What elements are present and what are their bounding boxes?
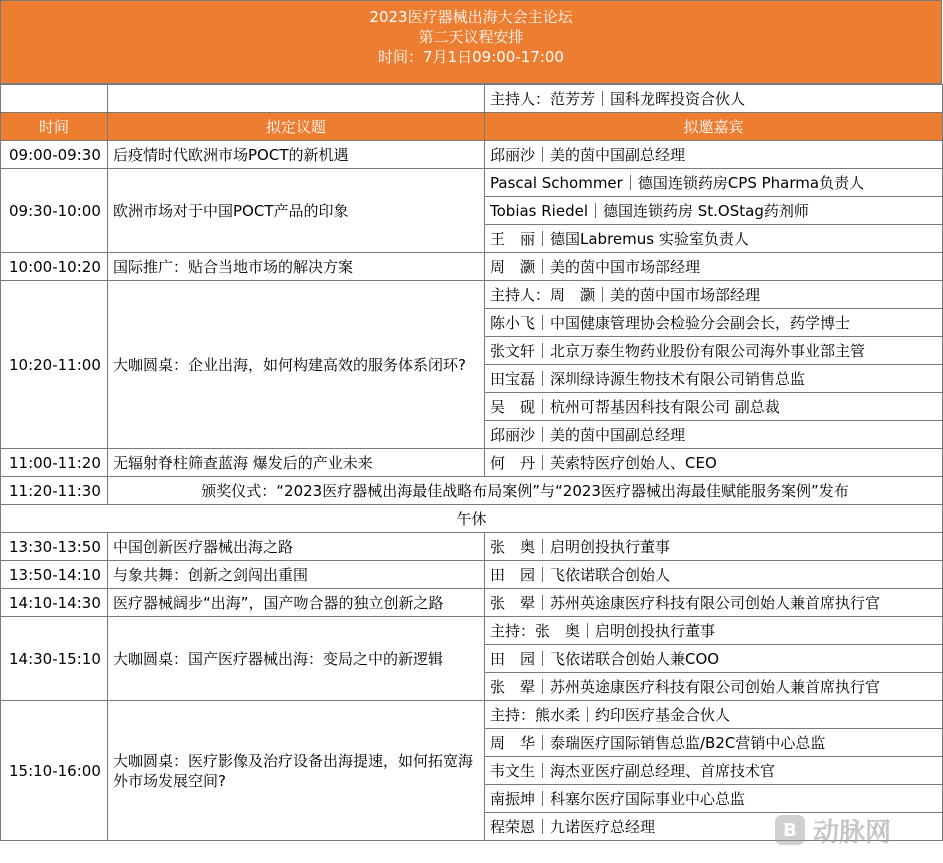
- guest-entry: 周 华｜泰瑞医疗国际销售总监/B2C营销中心总监: [485, 729, 943, 757]
- session-time: 15:10-16:00: [1, 701, 108, 841]
- col-header-time: 时间: [1, 113, 108, 141]
- guest-entry: 吴 砚｜杭州可帮基因科技有限公司 副总裁: [485, 393, 943, 421]
- guest-entry: 韦文生｜海杰亚医疗副总经理、首席技术官: [485, 757, 943, 785]
- award-ceremony: 颁奖仪式：“2023医疗器械出海最佳战略布局案例”与“2023医疗器械出海最佳赋能服务案例”发布: [108, 477, 943, 505]
- session-topic: 中国创新医疗器械出海之路: [108, 533, 485, 561]
- session-row: [1, 449, 943, 477]
- session-row: [1, 701, 943, 729]
- session-topic: 大咖圆桌：医疗影像及治疗设备出海提速，如何拓宽海外市场发展空间?: [108, 701, 485, 841]
- session-topic: 无辐射脊柱筛查蓝海 爆发后的产业未来: [108, 449, 485, 477]
- session-time: 11:00-11:20: [1, 449, 108, 477]
- session-row: [1, 533, 943, 561]
- col-header-topic: 拟定议题: [108, 113, 485, 141]
- table-header-row: [1, 113, 943, 141]
- session-row: [1, 617, 943, 645]
- session-topic: 大咖圆桌：国产医疗器械出海：变局之中的新逻辑: [108, 617, 485, 701]
- session-time: 13:50-14:10: [1, 561, 108, 589]
- lunch-break: 午休: [1, 505, 943, 533]
- guest-entry: Tobias Riedel｜德国连锁药房 St.OStag药剂师: [485, 197, 943, 225]
- session-time: 10:20-11:00: [1, 281, 108, 449]
- forum-moderator: 主持人：范芳芳｜国科龙晖投资合伙人: [485, 85, 943, 113]
- session-row: [1, 561, 943, 589]
- moderator-row: [1, 85, 943, 113]
- session-topic: 大咖圆桌：企业出海，如何构建高效的服务体系闭环?: [108, 281, 485, 449]
- session-time: 10:00-10:20: [1, 253, 108, 281]
- guest-entry: 张 翚｜苏州英途康医疗科技有限公司创始人兼首席执行官: [485, 589, 943, 617]
- guest-entry: 张 翚｜苏州英途康医疗科技有限公司创始人兼首席执行官: [485, 673, 943, 701]
- col-header-guest: 拟邀嘉宾: [485, 113, 943, 141]
- guest-entry: 主持：张 奥｜启明创投执行董事: [485, 617, 943, 645]
- award-row: [1, 477, 943, 505]
- session-row: [1, 141, 943, 169]
- session-row: [1, 589, 943, 617]
- session-topic: 后疫情时代欧洲市场POCT的新机遇: [108, 141, 485, 169]
- watermark: [775, 808, 935, 852]
- date-time: 时间：7月1日09:00-17:00: [378, 48, 564, 66]
- guest-entry: 陈小飞｜中国健康管理协会检验分会副会长，药学博士: [485, 309, 943, 337]
- watermark-logo-icon: B: [775, 815, 805, 845]
- session-row: [1, 253, 943, 281]
- guest-entry: 田 园｜飞依诺联合创始人: [485, 561, 943, 589]
- guest-entry: 王 丽｜德国Labremus 实验室负责人: [485, 225, 943, 253]
- guest-entry: Pascal Schommer｜德国连锁药房CPS Pharma负责人: [485, 169, 943, 197]
- session-topic: 医疗器械阔步“出海”，国产吻合器的独立创新之路: [108, 589, 485, 617]
- session-time: 14:10-14:30: [1, 589, 108, 617]
- session-topic: 与象共舞：创新之剑闯出重围: [108, 561, 485, 589]
- session-time: 13:30-13:50: [1, 533, 108, 561]
- session-time: 14:30-15:10: [1, 617, 108, 701]
- session-row: [1, 281, 943, 309]
- guest-entry: 主持：熊水柔｜约印医疗基金合伙人: [485, 701, 943, 729]
- session-row: [1, 169, 943, 197]
- guest-entry: 邱丽沙｜美的茵中国副总经理: [485, 141, 943, 169]
- agenda-table: [0, 84, 943, 841]
- day-title: 第二天议程安排: [418, 28, 524, 46]
- guest-entry: 主持人：周 灏｜美的茵中国市场部经理: [485, 281, 943, 309]
- session-time: 09:00-09:30: [1, 141, 108, 169]
- guest-entry: 程荣恩｜九诺医疗总经理: [485, 813, 943, 841]
- guest-entry: 田宝磊｜深圳绿诗源生物技术有限公司销售总监: [485, 365, 943, 393]
- watermark-text: 动脉网: [813, 817, 892, 848]
- session-topic: 欧洲市场对于中国POCT产品的印象: [108, 169, 485, 253]
- award-time: 11:20-11:30: [1, 477, 108, 505]
- guest-entry: 邱丽沙｜美的茵中国副总经理: [485, 421, 943, 449]
- guest-entry: 张文轩｜北京万泰生物药业股份有限公司海外事业部主管: [485, 337, 943, 365]
- guest-entry: 田 园｜飞依诺联合创始人兼COO: [485, 645, 943, 673]
- guest-entry: 何 丹｜芙索特医疗创始人、CEO: [485, 449, 943, 477]
- empty-cell: [108, 85, 485, 113]
- lunch-row: [1, 505, 943, 533]
- guest-entry: 张 奥｜启明创投执行董事: [485, 533, 943, 561]
- forum-title: 2023医疗器械出海大会主论坛: [369, 8, 573, 26]
- session-time: 09:30-10:00: [1, 169, 108, 253]
- empty-cell: [1, 85, 108, 113]
- agenda-header: [0, 0, 942, 84]
- guest-entry: 南振坤｜科塞尔医疗国际事业中心总监: [485, 785, 943, 813]
- guest-entry: 周 灏｜美的茵中国市场部经理: [485, 253, 943, 281]
- session-topic: 国际推广：贴合当地市场的解决方案: [108, 253, 485, 281]
